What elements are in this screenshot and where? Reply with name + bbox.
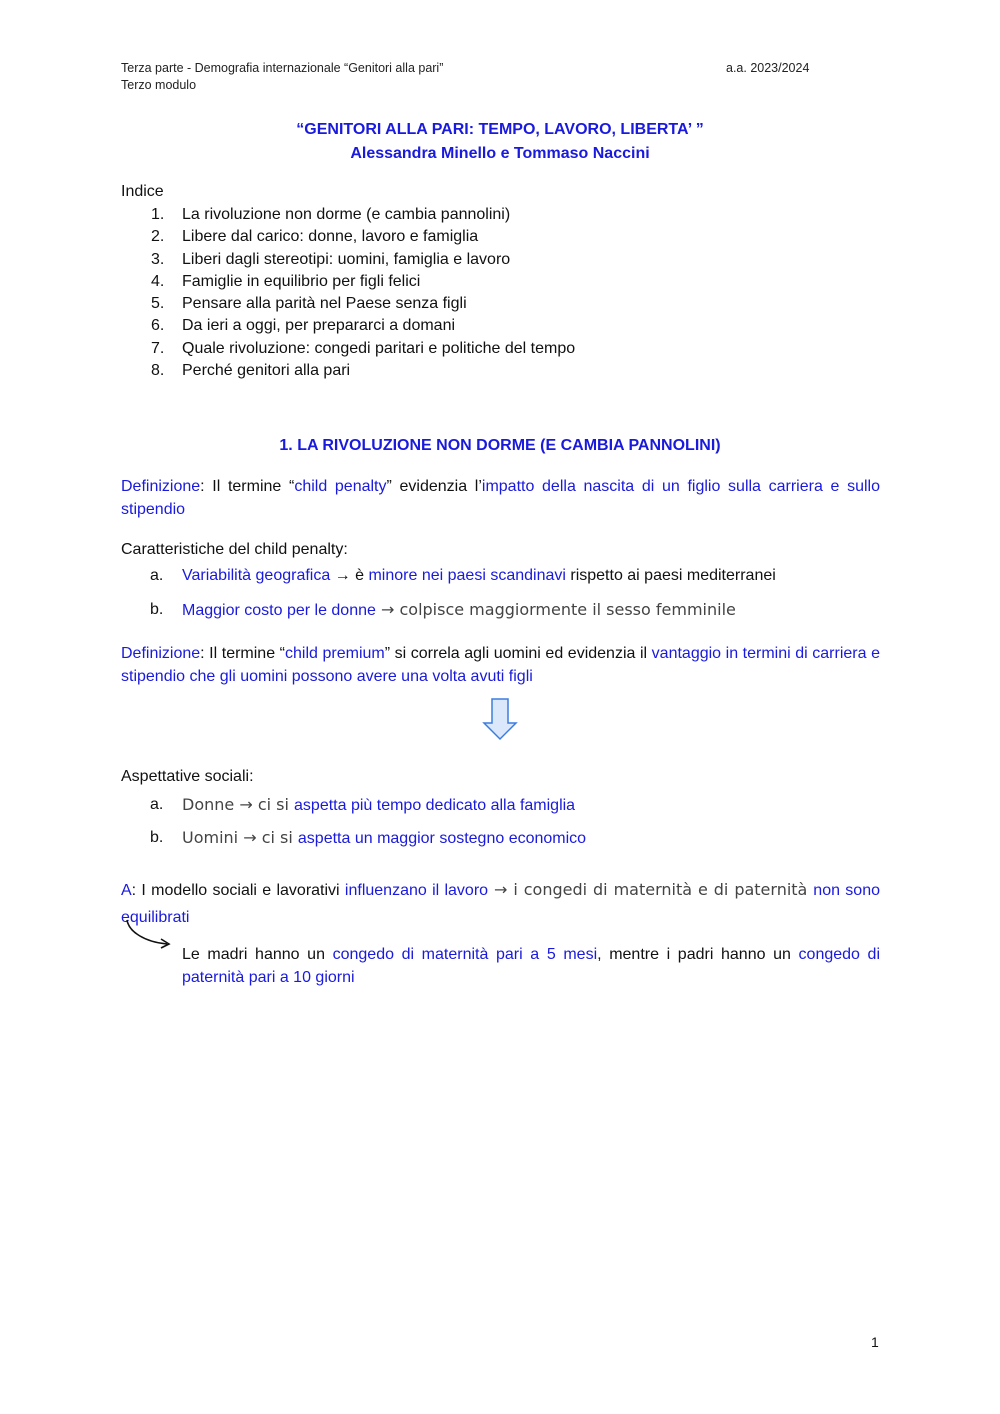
toc-number: 5.: [151, 295, 165, 313]
leave-text: Le madri hanno un: [182, 946, 333, 963]
note-highlight: non sono equilibrati: [121, 882, 880, 926]
toc-text: Libere dal carico: donne, lavoro e famiglia: [182, 228, 479, 246]
toc-item: [121, 204, 575, 226]
list-letter: b.: [150, 829, 164, 846]
item-text: → colpisce maggiormente il sesso femminile: [375, 600, 736, 619]
leave-text: , mentre i padri hanno un: [597, 946, 799, 963]
toc-item: [121, 360, 575, 382]
definition-text: : Il termine “: [200, 645, 286, 662]
list-item: [150, 599, 736, 622]
definition-term: child premium: [285, 645, 385, 662]
note-text: → i congedi di maternità e di paternità: [488, 880, 814, 899]
list-item: [150, 794, 575, 817]
toc-text: Da ieri a oggi, per prepararci a domani: [182, 317, 456, 335]
toc-item: [121, 293, 575, 315]
toc-number: 6.: [151, 317, 165, 335]
curved-arrow-icon: [123, 918, 175, 950]
list-letter: a.: [150, 796, 164, 813]
toc-number: 7.: [151, 339, 165, 357]
note-text: : I modello sociali e lavorativi: [131, 882, 345, 899]
toc-number: 1.: [151, 206, 165, 223]
toc-item: [121, 338, 575, 360]
toc-item: [121, 315, 575, 337]
toc-item: [121, 271, 575, 293]
definition-label: Definizione: [121, 645, 201, 662]
toc-text: Perché genitori alla pari: [182, 362, 351, 380]
list-item: [150, 827, 586, 850]
leave-highlight: congedo di paternità pari a 10 giorni: [182, 946, 881, 986]
toc-item: [121, 226, 575, 248]
toc-text: Famiglie in equilibrio per figli felici: [182, 272, 421, 290]
table-of-contents: [121, 204, 575, 382]
definition-label: Definizione: [121, 478, 201, 495]
toc-number: 3.: [151, 250, 165, 268]
page-number: 1: [871, 1334, 879, 1350]
definition-meaning: impatto della nascita di un figlio sulla carriera e sullo stipendio: [121, 478, 881, 518]
item-text: rispetto ai paesi mediterranei: [565, 567, 776, 584]
item-text: Uomini → ci si: [182, 828, 298, 847]
definition-text: ” si correla agli uomini ed evidenzia il: [384, 645, 652, 662]
toc-number: 4.: [151, 272, 165, 290]
index-label: Indice: [121, 183, 164, 200]
list-letter: a.: [150, 567, 164, 584]
document-authors: Alessandra Minello e Tommaso Naccini: [350, 145, 650, 162]
item-highlight: aspetta più tempo dedicato alla famiglia: [294, 797, 576, 814]
definition-text: : Il termine “: [200, 478, 295, 495]
leave-comparison: [182, 944, 880, 989]
header-academic-year: a.a. 2023/2024: [726, 61, 810, 75]
item-highlight: aspetta un maggior sostegno economico: [297, 830, 587, 847]
note-highlight: influenzano il lavoro: [344, 882, 489, 899]
header-course-title: Terza parte - Demografia internazionale “Genitori alla pari”: [121, 61, 444, 75]
toc-text: Liberi dagli stereotipi: uomini, famiglia e lavoro: [182, 250, 511, 268]
document-title: “GENITORI ALLA PARI: TEMPO, LAVORO, LIBERTA’ ”: [296, 121, 704, 138]
section-heading: 1. LA RIVOLUZIONE NON DORME (E CAMBIA PANNOLINI): [279, 437, 721, 454]
leave-highlight: congedo di maternità pari a 5 mesi: [332, 946, 598, 963]
note-label: A: [121, 882, 132, 899]
toc-text: Quale rivoluzione: congedi paritari e politiche del tempo: [182, 339, 576, 357]
toc-item: [121, 249, 575, 271]
list-item: [150, 565, 776, 587]
toc-number: 2.: [151, 228, 165, 246]
item-text: → è: [330, 567, 369, 584]
toc-number: 8.: [151, 362, 165, 380]
page-header-left: [121, 60, 443, 94]
list-letter: b.: [150, 601, 164, 618]
item-highlight: Variabilità geografica: [182, 567, 331, 584]
item-highlight: minore nei paesi scandinavi: [368, 567, 566, 584]
toc-text: Pensare alla parità nel Paese senza figli: [182, 295, 467, 313]
characteristics-label: Caratteristiche del child penalty:: [121, 541, 348, 558]
toc-text: La rivoluzione non dorme (e cambia pannolini): [182, 206, 511, 223]
header-module: Terzo modulo: [121, 78, 197, 92]
definition-term: child penalty: [294, 478, 387, 495]
definition-text: ” evidenzia l’: [386, 478, 482, 495]
note-a: [121, 876, 880, 931]
definition-child-penalty: [121, 476, 880, 521]
social-expectations-label: Aspettative sociali:: [121, 768, 254, 785]
item-text: Donne → ci si: [182, 795, 295, 814]
definition-child-premium: [121, 643, 880, 688]
item-highlight: Maggior costo per le donne: [182, 602, 376, 619]
down-arrow-icon: [482, 697, 518, 741]
definition-meaning: vantaggio in termini di carriera e stipendio che gli uomini possono avere una volta avuti figli: [121, 645, 880, 685]
